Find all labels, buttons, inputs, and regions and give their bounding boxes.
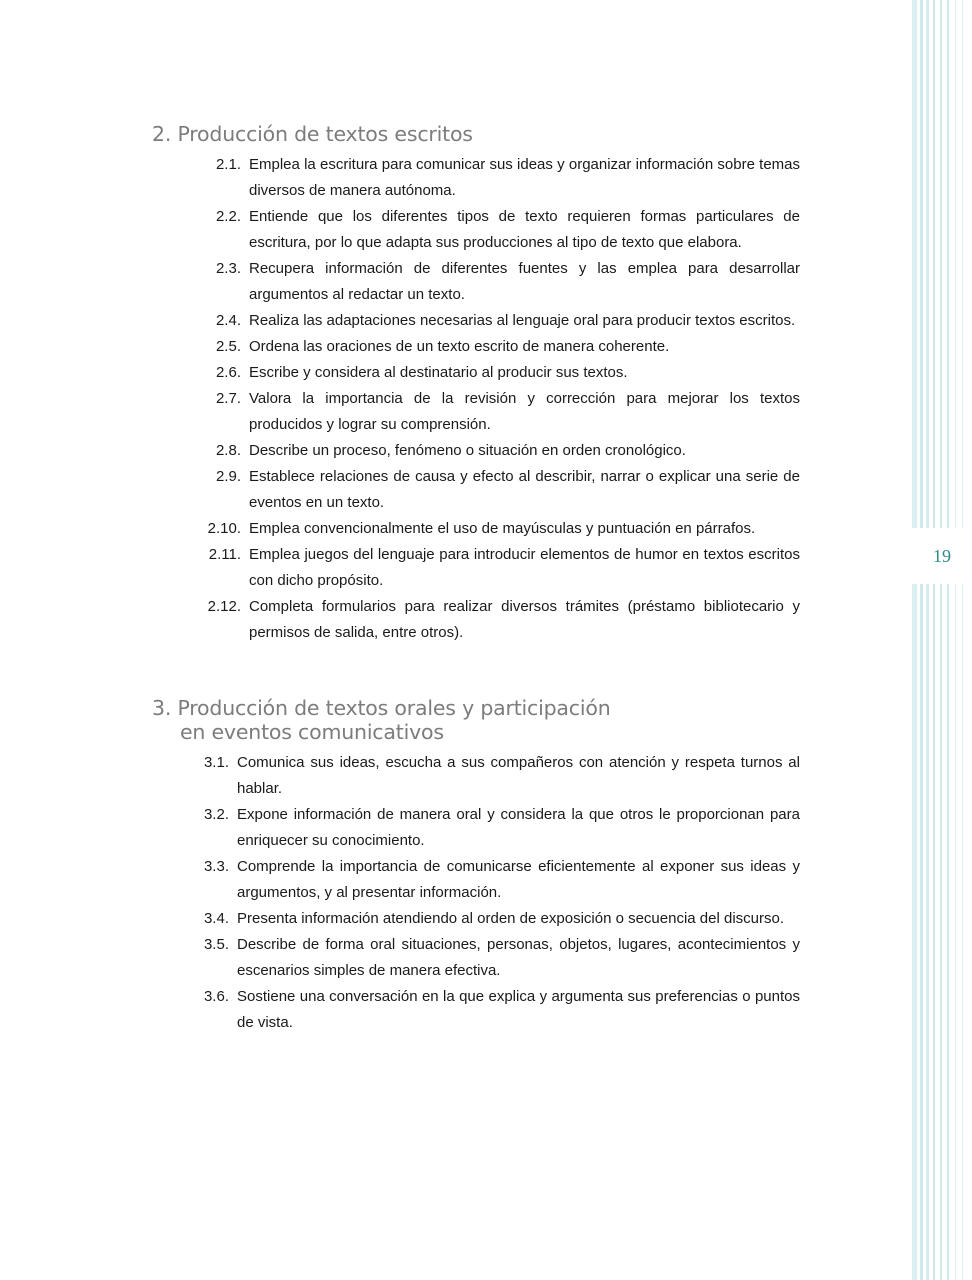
list-item [152,802,800,854]
list-item [152,750,800,802]
item-number: 2.4. [215,312,241,329]
item-text: Entiende que los diferentes tipos de texto requieren formas particulares de escritura, por lo que adapta sus producciones al tipo de texto que elabora. [249,208,800,251]
item-number: 3.1. [203,754,229,771]
section-title-line-2: en eventos comunicativos [180,720,444,744]
list-item [152,594,800,646]
item-number: 2.3. [215,260,241,277]
stripe [955,0,956,1280]
stripe [947,0,949,1280]
item-number: 2.2. [215,208,241,225]
section-produccion-textos-orales [152,696,800,1036]
item-text: Presenta información atendiendo al orden de exposición o secuencia del discurso. [237,910,785,927]
stripe [940,0,942,1280]
section-title-line-1: 3. Producción de textos orales y participación [152,696,611,720]
item-text: Valora la importancia de la revisión y corrección para mejorar los textos producidos y lograr su comprensión. [249,390,800,433]
item-number: 3.6. [203,988,229,1005]
item-text: Establece relaciones de causa y efecto al describir, narrar o explicar una serie de eventos en un texto. [249,468,800,511]
item-number: 2.5. [215,338,241,355]
list-item [152,516,800,542]
item-text: Comunica sus ideas, escucha a sus compañeros con atención y respeta turnos al hablar. [237,754,800,797]
stripe [920,0,923,1280]
list-item [152,360,800,386]
section-title [152,696,800,744]
section-produccion-textos-escritos [152,122,800,646]
list-item [152,438,800,464]
list-item [152,334,800,360]
page-number: 19 [933,545,951,566]
list-item [152,464,800,516]
stripe [962,0,963,1280]
item-text: Realiza las adaptaciones necesarias al lenguaje oral para producir textos escritos. [249,312,796,329]
list-item [152,386,800,438]
item-number: 3.4. [203,910,229,927]
item-text: Escribe y considera al destinatario al producir sus textos. [249,364,628,381]
item-number: 3.5. [203,936,229,953]
list-item [152,932,800,984]
item-text: Emplea convencionalmente el uso de mayúsculas y puntuación en párrafos. [249,520,756,537]
item-text: Emplea la escritura para comunicar sus ideas y organizar información sobre temas diversos de manera autónoma. [249,156,800,199]
list-item [152,542,800,594]
stripe [926,0,929,1280]
item-number: 2.8. [215,442,241,459]
item-number: 3.2. [203,806,229,823]
page-number-box [912,528,972,584]
item-number: 2.10. [207,520,241,537]
list-item [152,854,800,906]
stripe [912,0,917,1280]
item-text: Sostiene una conversación en la que explica y argumenta sus preferencias o puntos de vista. [237,988,800,1031]
section-title: 2. Producción de textos escritos [152,122,473,146]
learning-list [152,750,800,1036]
stripe [933,0,935,1280]
item-text: Describe de forma oral situaciones, personas, objetos, lugares, acontecimientos y escenarios simples de manera efectiva. [237,936,800,979]
item-text: Completa formularios para realizar diversos trámites (préstamo bibliotecario y permisos de salida, entre otros). [249,598,800,641]
item-text: Emplea juegos del lenguaje para introducir elementos de humor en textos escritos con dicho propósito. [249,546,800,589]
list-item [152,204,800,256]
item-number: 2.12. [207,598,241,615]
item-number: 2.11. [208,546,241,563]
list-item [152,308,800,334]
item-text: Comprende la importancia de comunicarse eficientemente al exponer sus ideas y argumentos, y al presentar información. [237,858,800,901]
item-number: 2.1. [215,156,241,173]
learning-list [152,152,800,646]
item-text: Describe un proceso, fenómeno o situación en orden cronológico. [249,442,686,459]
list-item [152,984,800,1036]
list-item [152,256,800,308]
list-item [152,152,800,204]
item-number: 2.7. [215,390,241,407]
item-number: 2.9. [215,468,241,485]
item-text: Expone información de manera oral y considera la que otros le proporcionan para enriquecer su conocimiento. [237,806,800,849]
item-number: 3.3. [203,858,229,875]
list-item [152,906,800,932]
item-text: Ordena las oraciones de un texto escrito de manera coherente. [249,338,670,355]
item-text: Recupera información de diferentes fuentes y las emplea para desarrollar argumentos al redactar un texto. [249,260,800,303]
item-number: 2.6. [215,364,241,381]
